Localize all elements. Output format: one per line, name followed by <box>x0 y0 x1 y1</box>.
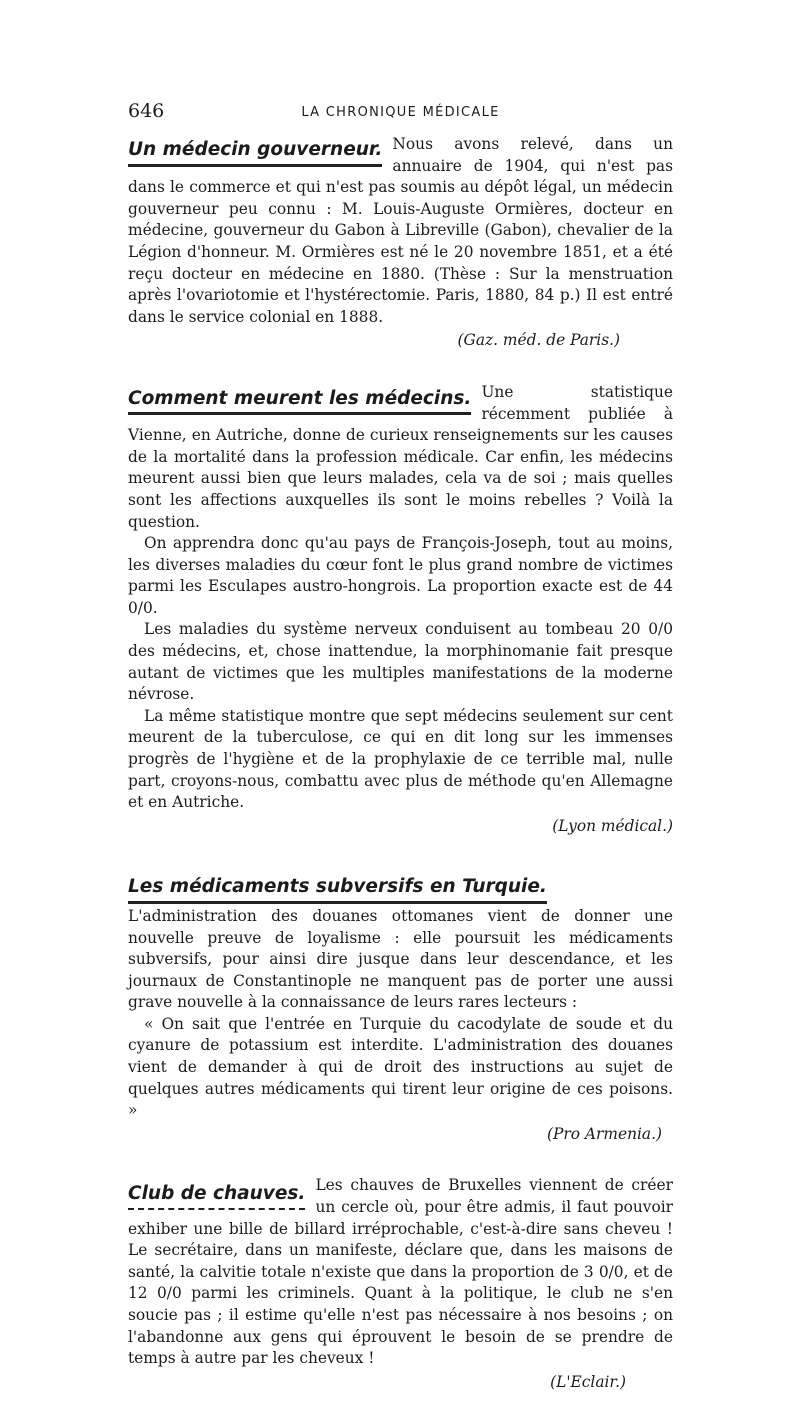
article-source: (Pro Armenia.) <box>547 1124 662 1143</box>
article-source: (L'Eclair.) <box>550 1372 626 1391</box>
article-paragraph: La même statistique montre que sept médecins seulement sur cent meurent de la tuberculose, ce qui en dit long sur les immenses progrès de l'hygiène et de la prophylaxie de ce terrible mal, nulle part, croyons-nous, combattu avec plus de méthode qu'en Allemagne et en Autriche. <box>128 706 673 812</box>
article-club-de-chauves <box>128 1175 673 1393</box>
article-medicaments-subversifs <box>128 867 673 1145</box>
document-page <box>128 100 673 1423</box>
article-paragraph: « On sait que l'entrée en Turquie du cacodylate de soude et du cyanure de potassium est interdite. L'administration des douanes vient de demander à qui de droit des instructions au sujet de quelques autres médicaments qui tirent leur origine de ces poisons. » <box>128 1014 673 1120</box>
article-source: (Lyon médical.) <box>552 816 673 835</box>
article-paragraph: L'administration des douanes ottomanes vient de donner une nouvelle preuve de loyalisme : elle poursuit les médicaments subversifs, pour ainsi dire jusque dans leur descendance, et les journaux de Constantinople ne manquent pas de porter une aussi grave nouvelle à la connaissance de leurs rares lecteurs : <box>128 906 673 1012</box>
page-number: 646 <box>128 100 165 122</box>
article-title: Un médecin gouverneur. <box>128 141 382 167</box>
article-title: Club de chauves. <box>128 1185 305 1210</box>
article-paragraph: Les maladies du système nerveux conduisent au tombeau 20 0/0 des médecins, et, chose inattendue, la morphinomanie fait presque autant de victimes que les multiples manifestations de la moderne névrose. <box>128 620 673 704</box>
running-header <box>128 100 673 126</box>
article-paragraph: On apprendra donc qu'au pays de François-Joseph, tout au moins, les diverses maladies du cœur font le plus grand nombre de victimes parmi les Esculapes austro-hongrois. La proportion exacte est de 44 0/0. <box>128 534 673 617</box>
article-medecin-gouverneur <box>128 134 673 352</box>
article-comment-meurent-les-medecins <box>128 382 673 837</box>
article-source: (Gaz. méd. de Paris.) <box>457 331 620 350</box>
article-title: Comment meurent les médecins. <box>128 390 471 416</box>
article-title: Les médicaments subversifs en Turquie. <box>128 878 547 904</box>
article-paragraph: Les chauves de Bruxelles viennent de créer un cercle où, pour être admis, il faut pouvoir exhiber une bille de billard irréprochable, c'est-à-dire sans cheveu ! Le secrétaire, dans un manifeste, déclare que, dans les maisons de santé, la calvitie totale n'existe que dans la proportion de 3 0/0, et de 12 0/0 parmi les criminels. Quant à la politique, le club ne s'en soucie pas ; il estime qu'elle n'est pas nécessaire à nos besoins ; on l'abandonne aux gens qui éprouvent le besoin de se prendre de temps à autre par les cheveux ! <box>128 1176 673 1368</box>
article-paragraph: Une statistique récemment publiée à Vienne, en Autriche, donne de curieux renseignements sur les causes de la mortalité dans la profession médicale. Car enfin, les médecins meurent aussi bien que leurs malades, cela va de soi ; mais quelles sont les affections auxquelles ils sont le moins rebelles ? Voilà la question. <box>128 382 673 531</box>
article-paragraph: Nous avons relevé, dans un annuaire de 1904, qui n'est pas dans le commerce et qui n'est pas soumis au dépôt légal, un médecin gouverneur peu connu : M. Louis-Auguste Ormières, docteur en médecine, gouverneur du Gabon à Libreville (Gabon), chevalier de la Légion d'honneur. M. Ormières est né le 20 novembre 1851, et a été reçu docteur en médecine en 1880. (Thèse : Sur la menstruation après l'ovariotomie et l'hystérectomie. Paris, 1880, 84 p.) Il est entré dans le service colonial en 1888. <box>128 135 673 326</box>
journal-title: LA CHRONIQUE MÉDICALE <box>301 105 500 120</box>
